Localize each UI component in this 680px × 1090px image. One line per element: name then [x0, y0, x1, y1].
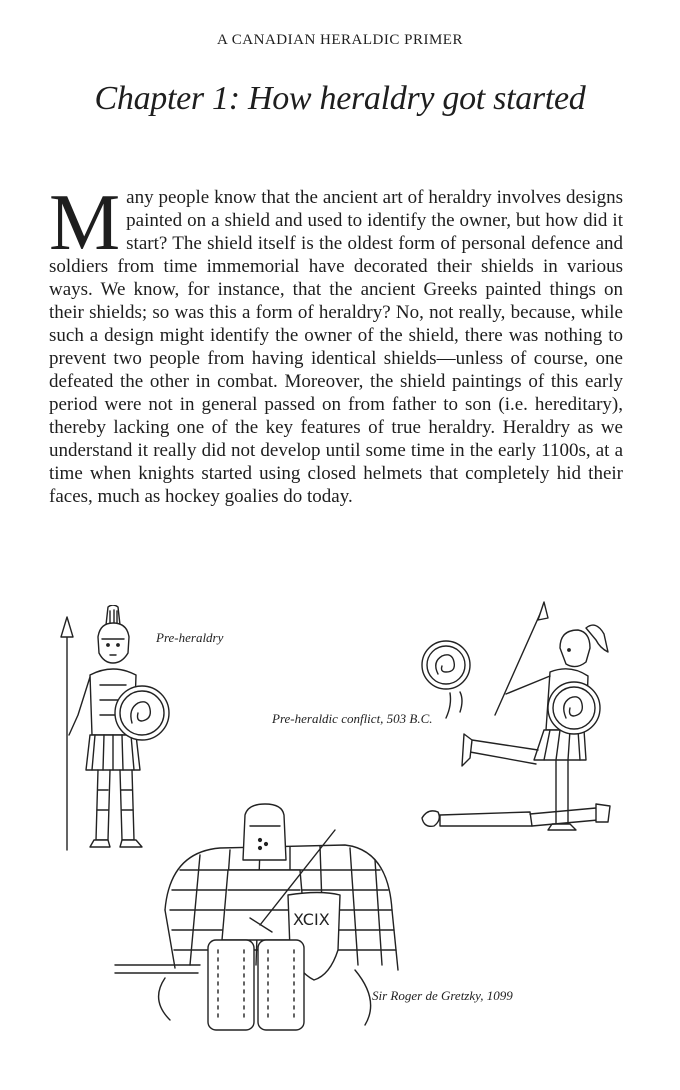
drop-cap: M: [49, 179, 121, 267]
caption-pre-heraldic-conflict: Pre-heraldic conflict, 503 B.C.: [272, 711, 433, 726]
pre-heraldic-conflict-illustration: [410, 600, 625, 840]
caption-pre-heraldry: Pre-heraldry: [156, 630, 224, 645]
caption-sir-roger: Sir Roger de Gretzky, 1099: [372, 988, 513, 1003]
shield-emblem: XCIX: [293, 910, 330, 929]
running-head: A CANADIAN HERALDIC PRIMER: [217, 32, 463, 48]
chapter-title: Chapter 1: How heraldry got started: [94, 80, 586, 117]
knight-goalie-figure: [110, 800, 410, 1040]
paragraph-text: any people know that the ancient art of heraldry involves designs painted on a shield and used to identify the owner, but how did it start? The shield itself is the oldest form of personal defence and soldiers from time immemorial have decorated their shields in various ways. We know, for instance, that the ancient Greeks painted things on their shields; so was this a form of heraldry? No, not really, because, while such a design might identify the owner of the shield, there was nothing to prevent two people from having identical shields—unless of course, one defeated the other in combat. Moreover, the shield paintings of this early period were not in general passed on from father to son (i.e. hereditary), thereby lacking one of the key features of true heraldry. Heraldry as we understand it really did not develop until some time in the early 1100s, at a time when knights started using closed helmets that completely hid their faces, much as hockey goalies do today.: [49, 187, 623, 507]
body-paragraph: [49, 179, 623, 508]
